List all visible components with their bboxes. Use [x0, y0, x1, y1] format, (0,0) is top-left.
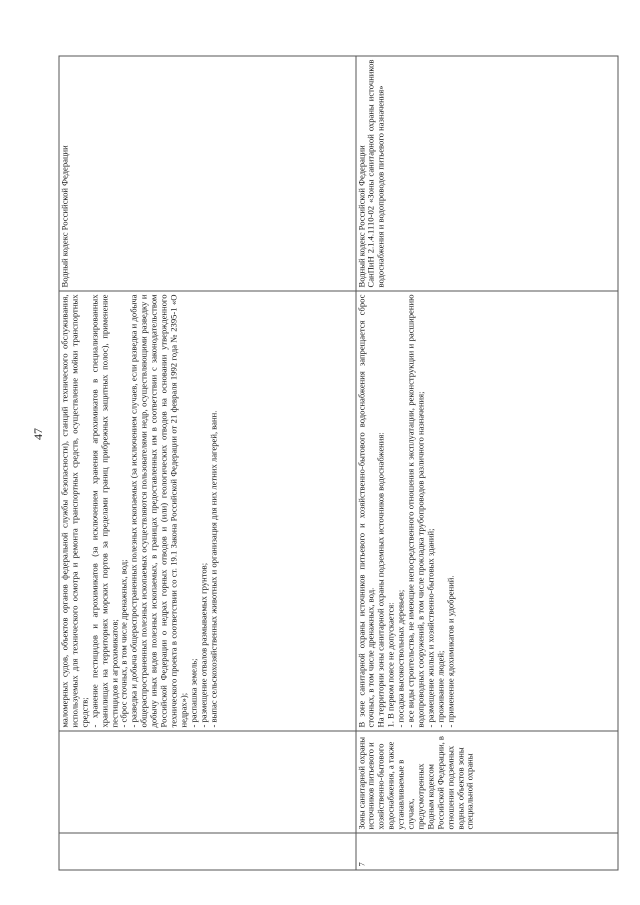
legal-basis-item: Водный кодекс Российской Федерации: [355, 145, 366, 288]
restrictions-cell: [59, 291, 356, 731]
zone-name-cell: [59, 731, 356, 833]
restrictions-cell: [355, 291, 617, 731]
restriction-paragraph: В зоне санитарной охраны источников питьевого и хозяйственно-бытового водоснабжения запрещается сброс сточных, в том числе дренажных, вод.: [355, 294, 376, 728]
legal-basis-cell: [355, 56, 617, 291]
restriction-paragraph: - разведка и добыча общераспространенных полезных ископаемых (за исключением случаев, если разведка и добыча общераспространенных полезных ископаемых осуществляются пользователями недр, осуществляющими разведку и добычу иных видов полезных ископаемых, в границах предоставленных им в соответствии с законодательством Российской Федерации о недрах горных отводов и (или) геологических отводов на основании утвержденного технического проекта в соответствии со ст. 19.1 Закона Российской Федерации от 21 февраля 1992 года № 2395-1 «О недрах»);: [128, 294, 188, 728]
row-number-cell: [59, 833, 356, 870]
restrictions-table: [58, 56, 618, 871]
table-row: [355, 56, 617, 870]
rotated-page: [58, 56, 618, 871]
legal-basis-cell: [59, 56, 356, 291]
restriction-paragraph: - хранение пестицидов и агрохимикатов (за исключением хранения агрохимикатов в специализированных хранилищах на территориях морских портов за пределами границ прибрежных защитных полос), применение пестицидов и агрохимикатов;: [88, 294, 119, 728]
restriction-paragraph: - распашка земель;: [187, 658, 198, 728]
restriction-paragraph: - все виды строительства, не имеющие непосредственного отношения к эксплуатации, реконструкции и расширению водопроводных сооружений, в том числе прокладка трубопроводов различного назначения;: [405, 294, 425, 728]
restriction-paragraph: На территории зоны санитарной охраны подземных источников водоснабжения:: [375, 432, 386, 728]
restriction-paragraph: маломерных судов, объектов органов федеральной службы безопасности), станций технического обслуживания, используемых для технического осмотра и ремонта транспортных средств, осуществление мойки транспортных средств;: [59, 294, 89, 728]
restriction-paragraph: - размещение жилых и хозяйственно-бытовых зданий;: [424, 528, 435, 728]
zone-name-cell: Зоны санитарной охраны источников питьевого и хозяйственно-бытового водоснабжения, а также устанавливаемые в случаях, предусмотренных Водным кодексом Российской Федерации, в отношении подземных водных объектов зоны специальной охраны: [355, 731, 617, 833]
row-number-cell: 7: [355, 833, 617, 870]
restriction-paragraph: - посадка высокоствольных деревьев;: [395, 589, 406, 728]
restriction-paragraph: - выпас сельскохозяйственных животных и организация для них летних лагерей, ванн.: [207, 410, 218, 728]
restriction-paragraph: 1. В первом поясе не допускается:: [385, 602, 396, 728]
restriction-paragraph: - проживание людей;: [434, 650, 445, 728]
restriction-paragraph: - размещение отвалов размываемых грунтов;: [197, 562, 208, 728]
legal-basis-item: СанПиН 2.1.4.1110-02 «Зоны санитарной охраны источников водоснабжения и водопроводов питьевого назначения»: [365, 59, 386, 288]
legal-basis-item: Водный кодекс Российской Федерации: [59, 145, 69, 288]
restriction-paragraph: - применение ядохимикатов и удобрений.: [444, 575, 455, 728]
table-row: [59, 56, 356, 870]
restriction-paragraph: - сброс сточных, в том числе дренажных, вод;: [118, 559, 129, 728]
page-number: 47: [31, 428, 45, 440]
